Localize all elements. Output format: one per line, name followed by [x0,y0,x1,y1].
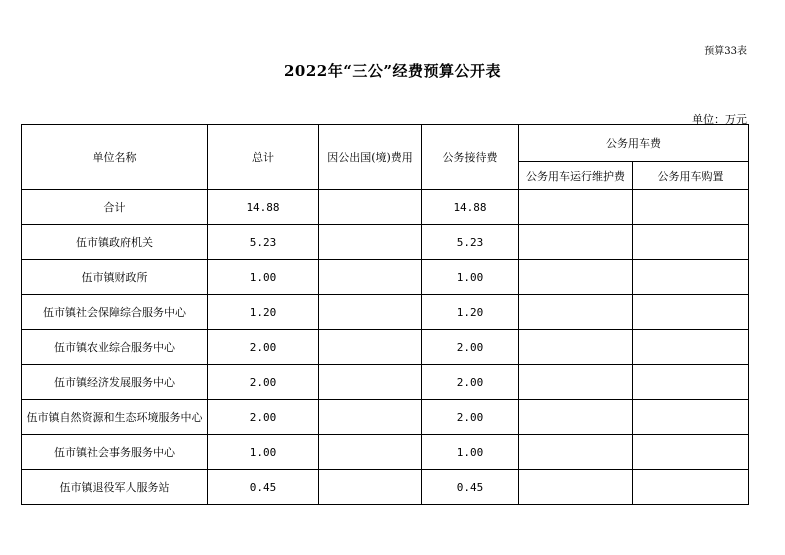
cell-overseas [319,190,422,225]
cell-overseas [319,260,422,295]
cell-overseas [319,295,422,330]
cell-reception: 2.00 [422,400,519,435]
cell-overseas [319,225,422,260]
cell-overseas [319,365,422,400]
header-vehicle-purchase: 公务用车购置 [633,162,749,190]
cell-vehicle-operation [519,330,633,365]
cell-reception: 0.45 [422,470,519,505]
cell-unit-name: 伍市镇社会事务服务中心 [22,435,208,470]
cell-reception: 1.00 [422,260,519,295]
cell-reception: 2.00 [422,330,519,365]
cell-vehicle-purchase [633,365,749,400]
cell-overseas [319,330,422,365]
cell-vehicle-operation [519,435,633,470]
header-vehicle-group: 公务用车费 [519,125,749,162]
cell-total: 1.00 [208,260,319,295]
cell-total: 1.00 [208,435,319,470]
cell-vehicle-purchase [633,435,749,470]
cell-reception: 1.20 [422,295,519,330]
cell-unit-name: 伍市镇社会保障综合服务中心 [22,295,208,330]
cell-vehicle-operation [519,470,633,505]
header-overseas: 因公出国(境)费用 [319,125,422,190]
cell-unit-name: 伍市镇自然资源和生态环境服务中心 [22,400,208,435]
cell-reception: 5.23 [422,225,519,260]
cell-unit-name: 伍市镇退役军人服务站 [22,470,208,505]
unit-label: 单位：万元 [692,113,747,126]
budget-table [21,124,749,505]
cell-reception: 1.00 [422,435,519,470]
cell-unit-name: 伍市镇政府机关 [22,225,208,260]
table-row [22,330,749,365]
cell-overseas [319,470,422,505]
table-row [22,260,749,295]
table-number-label: 预算33表 [704,46,747,57]
cell-total: 5.23 [208,225,319,260]
table-row [22,365,749,400]
cell-total: 2.00 [208,330,319,365]
cell-vehicle-operation [519,225,633,260]
cell-vehicle-purchase [633,295,749,330]
header-unit-name: 单位名称 [22,125,208,190]
header-total: 总计 [208,125,319,190]
cell-reception: 14.88 [422,190,519,225]
header-reception: 公务接待费 [422,125,519,190]
cell-vehicle-operation [519,365,633,400]
cell-vehicle-operation [519,190,633,225]
cell-vehicle-operation [519,295,633,330]
table-row [22,295,749,330]
cell-vehicle-purchase [633,190,749,225]
cell-total: 2.00 [208,365,319,400]
cell-total: 14.88 [208,190,319,225]
table-row [22,470,749,505]
cell-vehicle-purchase [633,470,749,505]
page-title: 2022年“三公”经费预算公开表 [283,62,501,80]
table-row [22,190,749,225]
cell-vehicle-purchase [633,330,749,365]
cell-vehicle-purchase [633,260,749,295]
table-row [22,435,749,470]
cell-unit-name: 伍市镇经济发展服务中心 [22,365,208,400]
cell-unit-name: 伍市镇财政所 [22,260,208,295]
table-row [22,400,749,435]
cell-overseas [319,435,422,470]
cell-vehicle-purchase [633,225,749,260]
cell-total: 2.00 [208,400,319,435]
header-vehicle-operation: 公务用车运行维护费 [519,162,633,190]
cell-vehicle-purchase [633,400,749,435]
cell-vehicle-operation [519,260,633,295]
cell-unit-name: 伍市镇农业综合服务中心 [22,330,208,365]
cell-unit-name: 合计 [22,190,208,225]
table-row [22,225,749,260]
cell-overseas [319,400,422,435]
cell-total: 0.45 [208,470,319,505]
cell-reception: 2.00 [422,365,519,400]
cell-total: 1.20 [208,295,319,330]
cell-vehicle-operation [519,400,633,435]
